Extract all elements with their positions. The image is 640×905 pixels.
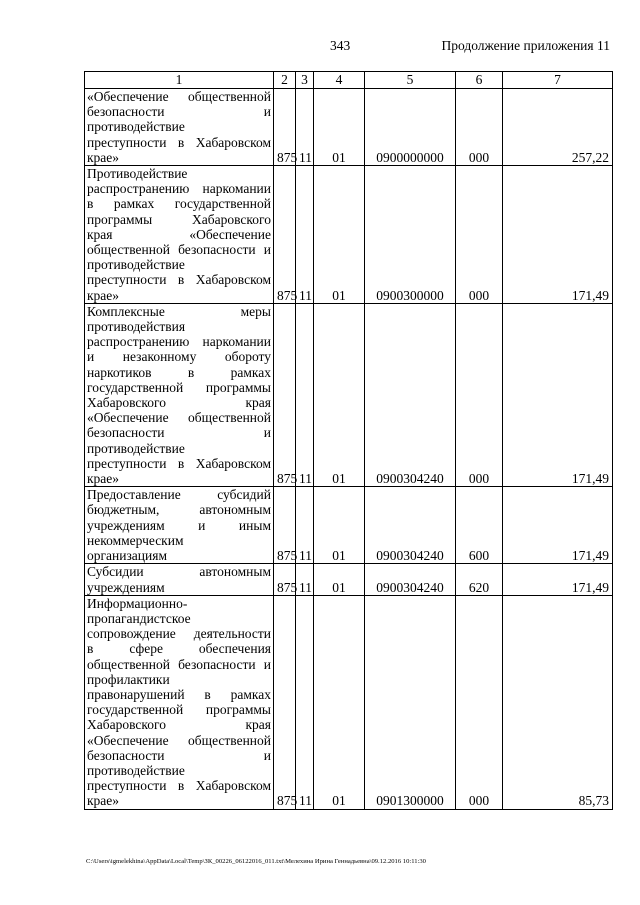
target-article-cell: 0900304240 [365, 564, 456, 595]
row-name-line: государственной программы [87, 702, 271, 718]
target-article-cell: 0900000000 [365, 89, 456, 166]
subsection-sub-code-cell: 01 [314, 166, 365, 304]
row-name-line: противодействие [87, 257, 185, 273]
row-name-line: программы Хабаровского [87, 211, 271, 227]
row-name-line: преступности в Хабаровском [87, 778, 271, 794]
subsection-code-cell: 11 [296, 89, 314, 166]
expense-type-cell: 000 [456, 89, 503, 166]
section-code-cell: 875 [274, 564, 296, 595]
row-name-line: общественной безопасности и [87, 242, 271, 258]
table-body [85, 89, 613, 810]
row-name-line: противодействие [87, 440, 185, 456]
row-name-line: бюджетным, автономным [87, 502, 271, 518]
row-name-line: преступности в Хабаровском [87, 134, 271, 150]
table-row [85, 487, 613, 564]
row-name-line: распространению наркомании [87, 334, 271, 350]
expense-type-cell: 620 [456, 564, 503, 595]
row-name-line: «Обеспечение общественной [87, 732, 271, 748]
row-name-line: преступности в Хабаровском [87, 272, 271, 288]
budget-table [84, 71, 613, 810]
expense-type-cell: 000 [456, 595, 503, 809]
subsection-code-cell: 11 [296, 166, 314, 304]
expense-type-cell: 600 [456, 487, 503, 564]
column-header: 3 [296, 72, 314, 89]
column-header: 5 [365, 72, 456, 89]
row-name-line: крае» [87, 149, 120, 165]
row-name-cell [85, 595, 274, 809]
expense-type-cell: 000 [456, 166, 503, 304]
appendix-continuation-header: Продолжение приложения 11 [441, 38, 610, 53]
column-header: 4 [314, 72, 365, 89]
row-name-line: учреждениям [87, 579, 165, 595]
row-name-cell [85, 166, 274, 304]
table-row [85, 303, 613, 486]
subsection-sub-code-cell: 01 [314, 303, 365, 486]
row-name-line: Комплексные меры [87, 303, 271, 319]
row-name-line: Информационно- [87, 595, 188, 611]
row-name-line: Предоставление субсидий [87, 487, 271, 503]
target-article-cell: 0900304240 [365, 487, 456, 564]
subsection-code-cell: 11 [296, 595, 314, 809]
subsection-code-cell: 11 [296, 564, 314, 595]
row-name-line: преступности в Хабаровском [87, 455, 271, 471]
row-name-line: безопасности и [87, 747, 271, 763]
table-row [85, 595, 613, 809]
column-header: 1 [85, 72, 274, 89]
row-name-line: профилактики [87, 671, 170, 687]
subsection-sub-code-cell: 01 [314, 564, 365, 595]
subsection-sub-code-cell: 01 [314, 89, 365, 166]
column-header: 2 [274, 72, 296, 89]
amount-cell: 171,49 [503, 564, 613, 595]
target-article-cell: 0901300000 [365, 595, 456, 809]
row-name-line: противодействия [87, 319, 186, 335]
row-name-line: «Обеспечение общественной [87, 89, 271, 104]
row-name-cell [85, 303, 274, 486]
row-name-line: общественной безопасности и [87, 656, 271, 672]
subsection-code-cell: 11 [296, 487, 314, 564]
row-name-line: Субсидии автономным [87, 564, 271, 580]
column-numbers-row [85, 72, 613, 89]
column-header: 7 [503, 72, 613, 89]
amount-cell: 171,49 [503, 303, 613, 486]
section-code-cell: 875 [274, 303, 296, 486]
table-row [85, 564, 613, 595]
row-name-line: безопасности и [87, 104, 271, 120]
amount-cell: 171,49 [503, 487, 613, 564]
section-code-cell: 875 [274, 166, 296, 304]
row-name-line: крае» [87, 287, 120, 303]
row-name-line: и незаконному обороту [87, 349, 271, 365]
row-name-line: организациям [87, 548, 168, 564]
row-name-cell [85, 487, 274, 564]
target-article-cell: 0900304240 [365, 303, 456, 486]
row-name-line: в рамках государственной [87, 196, 271, 212]
row-name-line: края «Обеспечение [87, 226, 271, 242]
row-name-line: «Обеспечение общественной [87, 410, 271, 426]
row-name-line: некоммерческим [87, 532, 184, 548]
expense-type-cell: 000 [456, 303, 503, 486]
section-code-cell: 875 [274, 487, 296, 564]
row-name-line: Хабаровского края [87, 717, 271, 733]
target-article-cell: 0900300000 [365, 166, 456, 304]
row-name-line: противодействие [87, 762, 185, 778]
row-name-cell [85, 564, 274, 595]
table-row [85, 166, 613, 304]
row-name-line: безопасности и [87, 425, 271, 441]
amount-cell: 171,49 [503, 166, 613, 304]
row-name-cell [85, 89, 274, 166]
column-header: 6 [456, 72, 503, 89]
row-name-line: распространению наркомании [87, 181, 271, 197]
subsection-sub-code-cell: 01 [314, 595, 365, 809]
section-code-cell: 875 [274, 89, 296, 166]
section-code-cell: 875 [274, 595, 296, 809]
row-name-line: правонарушений в рамках [87, 686, 271, 702]
footer-file-path: C:\Users\igmelekhina\AppData\Local\Temp\ЗК_00226_06122016_011.txt\Мелехина Ирина Геннадьевна\09.12.2016 10:11:30 [86, 858, 426, 865]
row-name-line: учреждениям и иным [87, 517, 271, 533]
row-name-line: крае» [87, 793, 120, 809]
row-name-line: Противодействие [87, 166, 188, 182]
amount-cell: 257,22 [503, 89, 613, 166]
row-name-line: пропагандистское [87, 610, 191, 626]
table-row [85, 89, 613, 166]
row-name-line: крае» [87, 471, 120, 487]
amount-cell: 85,73 [503, 595, 613, 809]
row-name-line: наркотиков в рамках [87, 364, 271, 380]
row-name-line: противодействие [87, 119, 185, 135]
row-name-line: государственной программы [87, 379, 271, 395]
subsection-code-cell: 11 [296, 303, 314, 486]
subsection-sub-code-cell: 01 [314, 487, 365, 564]
page-number: 343 [330, 38, 351, 53]
row-name-line: Хабаровского края [87, 395, 271, 411]
row-name-line: в сфере обеспечения [87, 641, 271, 657]
row-name-line: сопровождение деятельности [87, 626, 271, 642]
